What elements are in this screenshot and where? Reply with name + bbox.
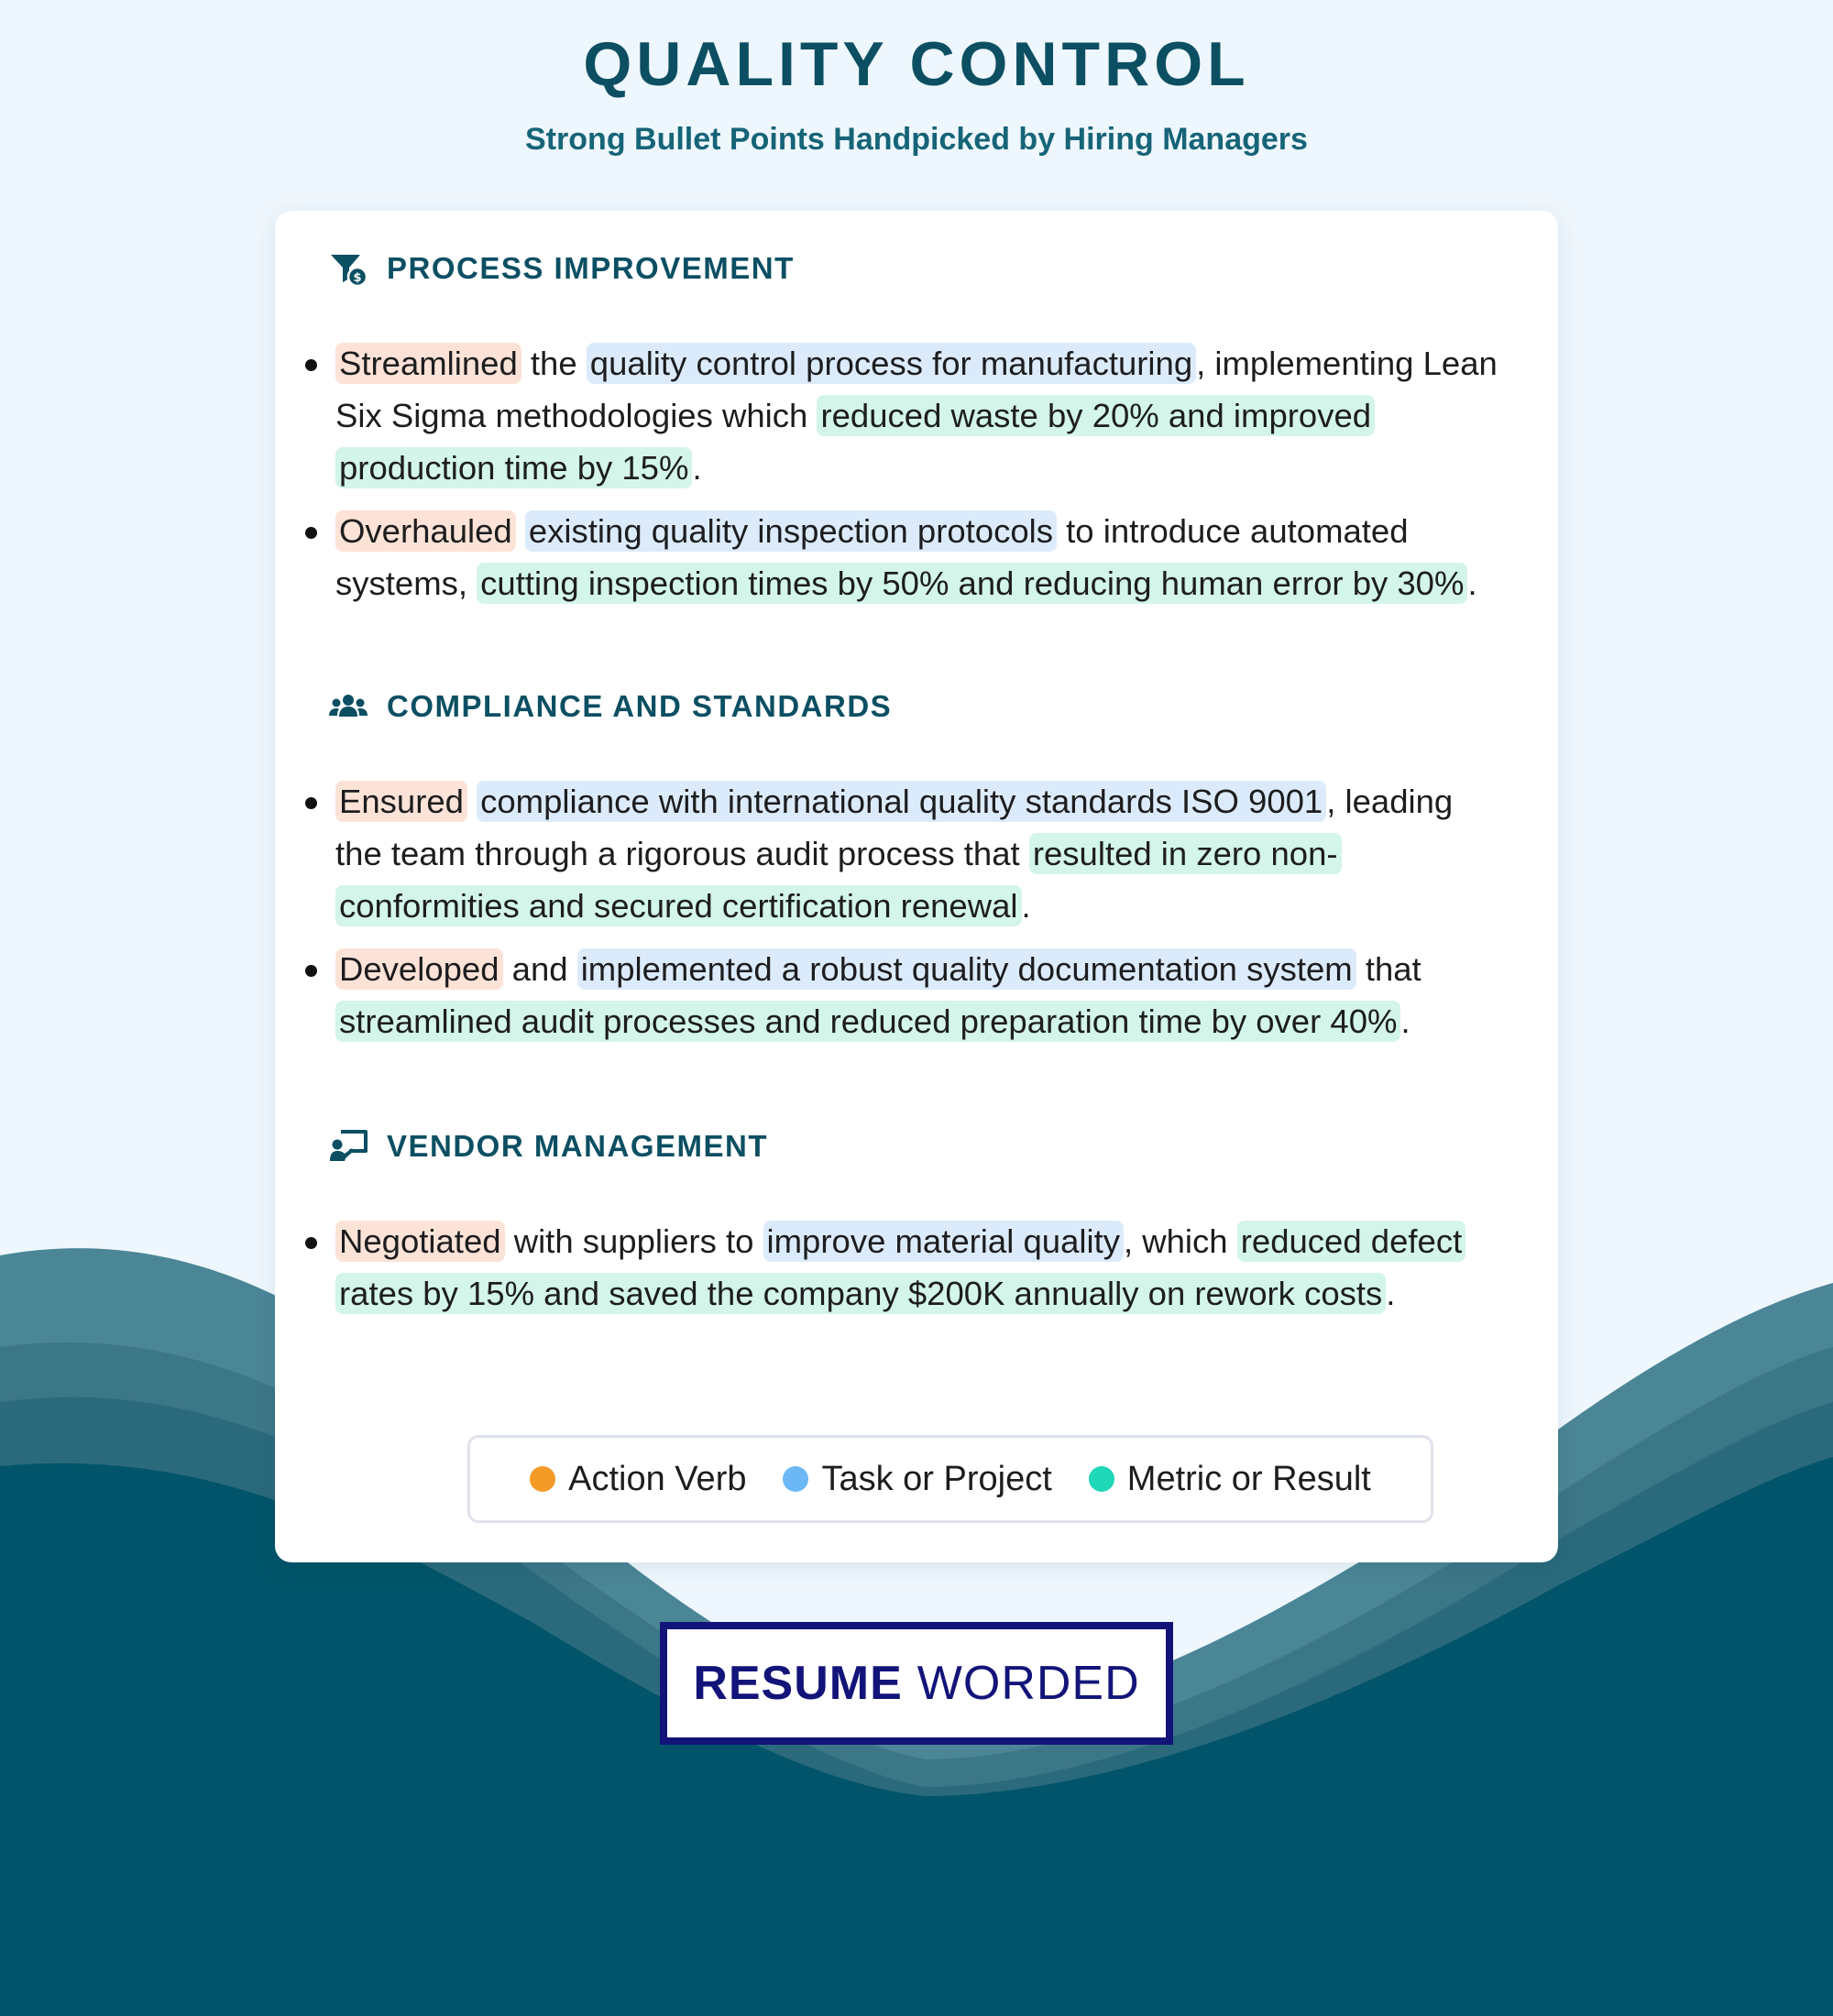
action-verb-highlight: Developed bbox=[335, 948, 503, 990]
task-or-project-highlight: compliance with international quality standards ISO 9001 bbox=[477, 781, 1326, 822]
logo-bold-text: RESUME bbox=[693, 1657, 903, 1710]
section-vendor-management bbox=[275, 1123, 1558, 1331]
task-or-project-highlight: quality control process for manufacturing bbox=[587, 343, 1196, 384]
legend-item-action-verb bbox=[530, 1460, 746, 1499]
section-process-improvement bbox=[275, 246, 1558, 620]
svg-text:$: $ bbox=[353, 271, 362, 285]
page-subtitle: Strong Bullet Points Handpicked by Hiring Managers bbox=[525, 122, 1308, 157]
metric-or-result-highlight: resulted in zero non-conformities and secured certification renewal bbox=[335, 833, 1342, 926]
metric-or-result-dot-icon bbox=[1089, 1466, 1114, 1492]
section-title: COMPLIANCE AND STANDARDS bbox=[387, 689, 893, 723]
logo-regular-text: WORDED bbox=[916, 1657, 1140, 1710]
users-icon bbox=[328, 686, 368, 727]
bullet-list bbox=[275, 775, 1503, 1047]
legend-item-metric-or-result bbox=[1089, 1460, 1371, 1499]
funnel-dollar-icon bbox=[328, 248, 368, 289]
legend-label: Action Verb bbox=[568, 1459, 747, 1498]
section-title: PROCESS IMPROVEMENT bbox=[387, 251, 795, 285]
section-header bbox=[275, 1123, 1558, 1169]
section-header bbox=[275, 246, 1558, 291]
metric-or-result-highlight: reduced waste by 20% and improved production time by 15% bbox=[335, 395, 1375, 488]
bullet-item: Overhauled existing quality inspection protocols to introduce automated systems, cutting inspection times by 50% and reducing human error by 30% . bbox=[335, 505, 1503, 609]
action-verb-highlight: Ensured bbox=[335, 781, 467, 822]
presenter-board-icon bbox=[328, 1126, 368, 1167]
section-compliance-and-standards bbox=[275, 684, 1558, 1058]
bullet-points-card bbox=[275, 211, 1558, 1562]
header bbox=[0, 27, 1833, 158]
action-verb-highlight: Negotiated bbox=[335, 1221, 505, 1262]
bullet-list bbox=[275, 1215, 1503, 1320]
action-verb-highlight: Streamlined bbox=[335, 343, 521, 384]
section-header bbox=[275, 684, 1558, 729]
bullet-item: Streamlined the quality control process for manufacturing , implementing Lean Six Sigma methodologies which reduced waste by 20% and improved production time by 15% . bbox=[335, 337, 1503, 494]
task-or-project-highlight: improve material quality bbox=[763, 1221, 1124, 1262]
legend-label: Metric or Result bbox=[1126, 1459, 1371, 1498]
legend bbox=[467, 1435, 1433, 1523]
section-title: VENDOR MANAGEMENT bbox=[387, 1129, 769, 1163]
bullet-item: Ensured compliance with international quality standards ISO 9001 , leading the team through a rigorous audit process that resulted in zero non-conformities and secured certification renewal . bbox=[335, 775, 1503, 932]
bullet-item: Developed and implemented a robust quality documentation system that streamlined audit processes and reduced preparation time by over 40% . bbox=[335, 943, 1503, 1047]
action-verb-highlight: Overhauled bbox=[335, 510, 516, 552]
metric-or-result-highlight: cutting inspection times by 50% and reducing human error by 30% bbox=[477, 563, 1467, 604]
metric-or-result-highlight: reduced defect rates by 15% and saved the company $200K annually on rework costs bbox=[335, 1221, 1465, 1314]
legend-label: Task or Project bbox=[821, 1459, 1052, 1498]
resume-worded-logo bbox=[660, 1622, 1173, 1745]
metric-or-result-highlight: streamlined audit processes and reduced preparation time by over 40% bbox=[335, 1001, 1400, 1042]
bullet-list bbox=[275, 337, 1503, 609]
action-verb-dot-icon bbox=[530, 1466, 555, 1492]
legend-item-task-or-project bbox=[783, 1460, 1051, 1499]
task-or-project-dot-icon bbox=[783, 1466, 808, 1492]
task-or-project-highlight: implemented a robust quality documentation system bbox=[577, 948, 1356, 990]
page-title: QUALITY CONTROL bbox=[583, 29, 1250, 99]
bullet-item: Negotiated with suppliers to improve material quality , which reduced defect rates by 15% and saved the company $200K annually on rework costs . bbox=[335, 1215, 1503, 1320]
task-or-project-highlight: existing quality inspection protocols bbox=[525, 510, 1057, 552]
